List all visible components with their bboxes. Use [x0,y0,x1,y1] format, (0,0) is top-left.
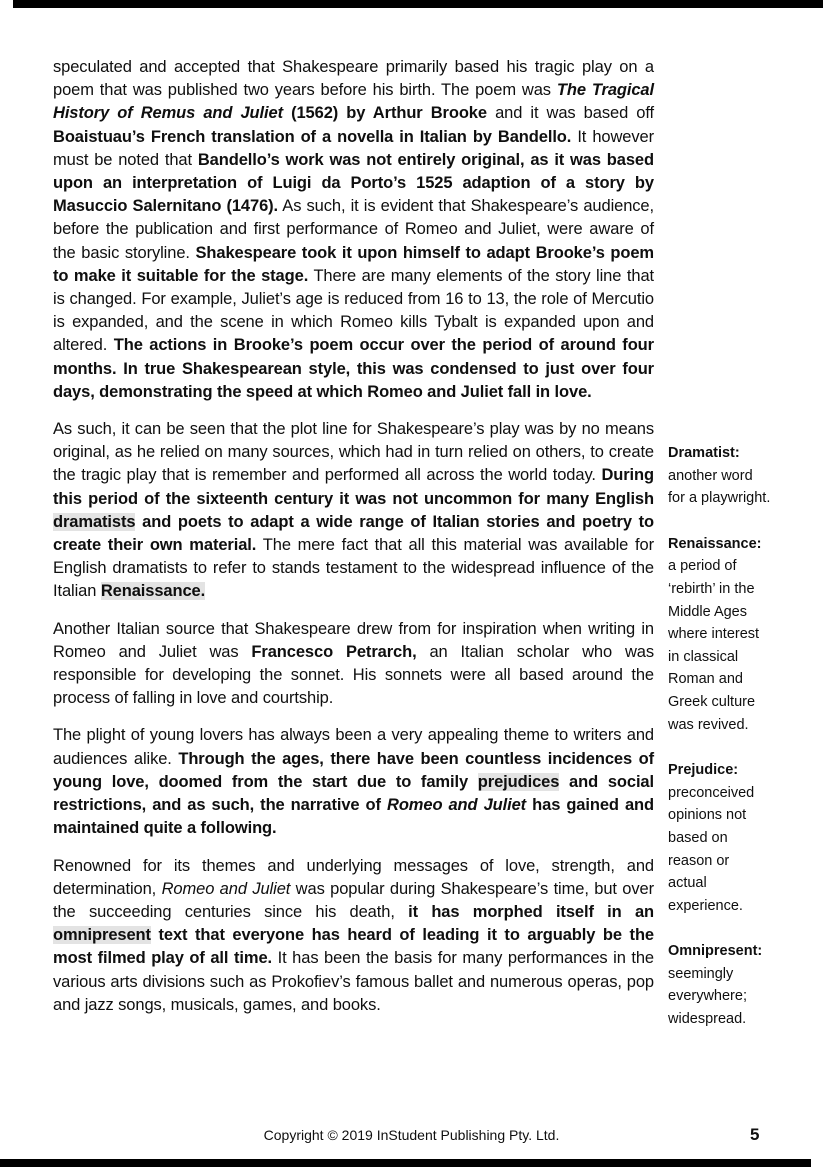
text-run: text that everyone has heard of leading it to arguably be the most filmed play of all time. [53,926,654,968]
glossary-definition-line: actual [668,875,707,892]
text-run: Renowned for its themes and underlying messages of love, strength, and determination, [53,856,654,898]
glossary-definition-line: a period of [668,558,737,575]
glossary-term: Dramatist: [668,445,740,461]
glossary-definition-line: for a playwright. [668,490,771,507]
text-run: (1562) by Arthur Brooke [282,104,487,123]
highlighted-term: prejudices [477,772,560,791]
text-run: The plight of young lovers has always been a very appealing theme to writers and audiences alike. [53,726,654,768]
glossary-definition-line: Greek culture [668,693,756,710]
glossary-definition-line: Roman and [668,671,743,688]
glossary-sidebar [668,442,820,1054]
text-run: and social restrictions, and as such, the narrative of [53,772,654,815]
text-run: speculated and accepted that Shakespeare primarily based his tragic play on a poem that was published two years before his birth. The poem was [53,58,654,100]
glossary-definition-line: ‘rebirth’ in the [668,580,755,597]
glossary-term: Renaissance: [668,535,762,552]
text-run: Boaistuau’s French translation of a novella in Italian by Bandello. [53,127,572,146]
glossary-definition-line: preconceived [668,784,755,801]
glossary-definition-line: another word [668,467,753,484]
text-run: It has been the basis for many performances in the various arts divisions such as Prokofiev’s famous ballet and numerous operas, pop and jazz songs, musicals, games, and books. [53,949,655,1014]
text-run: Another Italian source that Shakespeare drew from for inspiration when writing in Romeo and Juliet was [53,619,654,661]
footer-copyright: Copyright © 2019 InStudent Publishing Pty. Ltd. [263,1127,560,1143]
glossary-definition-line: everywhere; [668,988,747,1005]
text-run: and it was based off [486,104,654,123]
text-run: The actions in Brooke’s poem occur over the period of around four months. In true Shakespearean style, this was condensed to just over four days, demonstrating the speed at which Romeo and Juliet fall in love. [53,336,654,401]
highlighted-term: Renaissance. [100,582,206,601]
glossary-definition-line: in classical [668,648,739,665]
text-run: Through the ages, there have been countless incidences of young love, doomed from the start due to family [53,749,654,791]
text-run: The mere fact that all this material was available for English dramatists to refer to stands testament to the widespread influence of the Italian [53,536,654,601]
glossary-definition-line: based on [668,829,728,846]
paragraph-1 [53,56,654,404]
glossary-definition-line: Middle Ages [668,603,747,620]
text-run: and poets to adapt a wide range of Italian stories and poetry to create their own material. [53,512,654,555]
scan-artifact-bar-bottom [0,1159,811,1167]
paragraph-2 [53,418,654,604]
glossary-entry-dramatist [668,442,820,510]
paragraph-3 [53,618,654,711]
text-run: it has morphed itself in an [408,902,655,921]
glossary-definition-line: experience. [668,897,743,914]
paragraph-5 [53,855,654,1017]
text-run: Romeo and Juliet [387,796,527,815]
page-number: 5 [750,1125,760,1144]
highlighted-term: omnipresent [53,926,151,945]
glossary-term: Omnipresent: [668,943,763,960]
text-run: Romeo and Juliet [161,879,291,898]
glossary-entry-prejudice [668,759,820,917]
text-run: Francesco Petrarch, [251,642,417,661]
glossary-definition-line: was revived. [668,716,749,733]
glossary-term: Prejudice: [668,762,739,779]
glossary-entry-omnipresent [668,940,820,1030]
paragraph-4 [53,724,654,840]
scan-artifact-bar-top [13,0,823,8]
text-run: It however must be noted that [53,127,654,169]
text-run: The Tragical History of Remus and Juliet [53,81,654,123]
text-run: has gained and maintained quite a following. [53,796,655,838]
main-text-column [53,56,654,1017]
glossary-definition-line: seemingly [668,965,734,982]
glossary-entry-renaissance [668,533,820,736]
text-run: was popular during Shakespeare’s time, but over the succeeding centuries since his death, [53,879,654,921]
glossary-definition-line: reason or [668,852,730,869]
glossary-definition-line: opinions not [668,807,747,824]
glossary-definition-line: widespread. [668,1011,747,1028]
highlighted-term: dramatists [53,512,136,531]
text-run: As such, it can be seen that the plot line for Shakespeare’s play was by no means original, as he relied on many sources, which had in turn relied on others, to create the tragic play that is remember and performed all across the world today. [53,420,654,485]
text-run: an Italian scholar who was responsible for developing the sonnet. His sonnets were all based around the process of falling in love and courtship. [53,642,654,708]
text-run: During this period of the sixteenth century it was not uncommon for many English [53,466,654,508]
glossary-definition-line: where interest [668,626,760,643]
text-run: Bandello’s work was not entirely original, as it was based upon an interpretation of Luigi da Porto’s 1525 adaption of a story by Masuccio Salernitano (1476). [53,150,654,216]
text-run: Shakespeare took it upon himself to adapt Brooke’s poem to make it suitable for the stage. [53,243,654,285]
text-run: There are many elements of the story line that is changed. For example, Juliet’s age is reduced from 16 to 13, the role of Mercutio is expanded, and the scene in which Romeo kills Tybalt is expanded upon and altered. [53,266,655,355]
text-run: As such, it is evident that Shakespeare’s audience, before the publication and first performance of Romeo and Juliet, were aware of the basic storyline. [53,197,654,262]
